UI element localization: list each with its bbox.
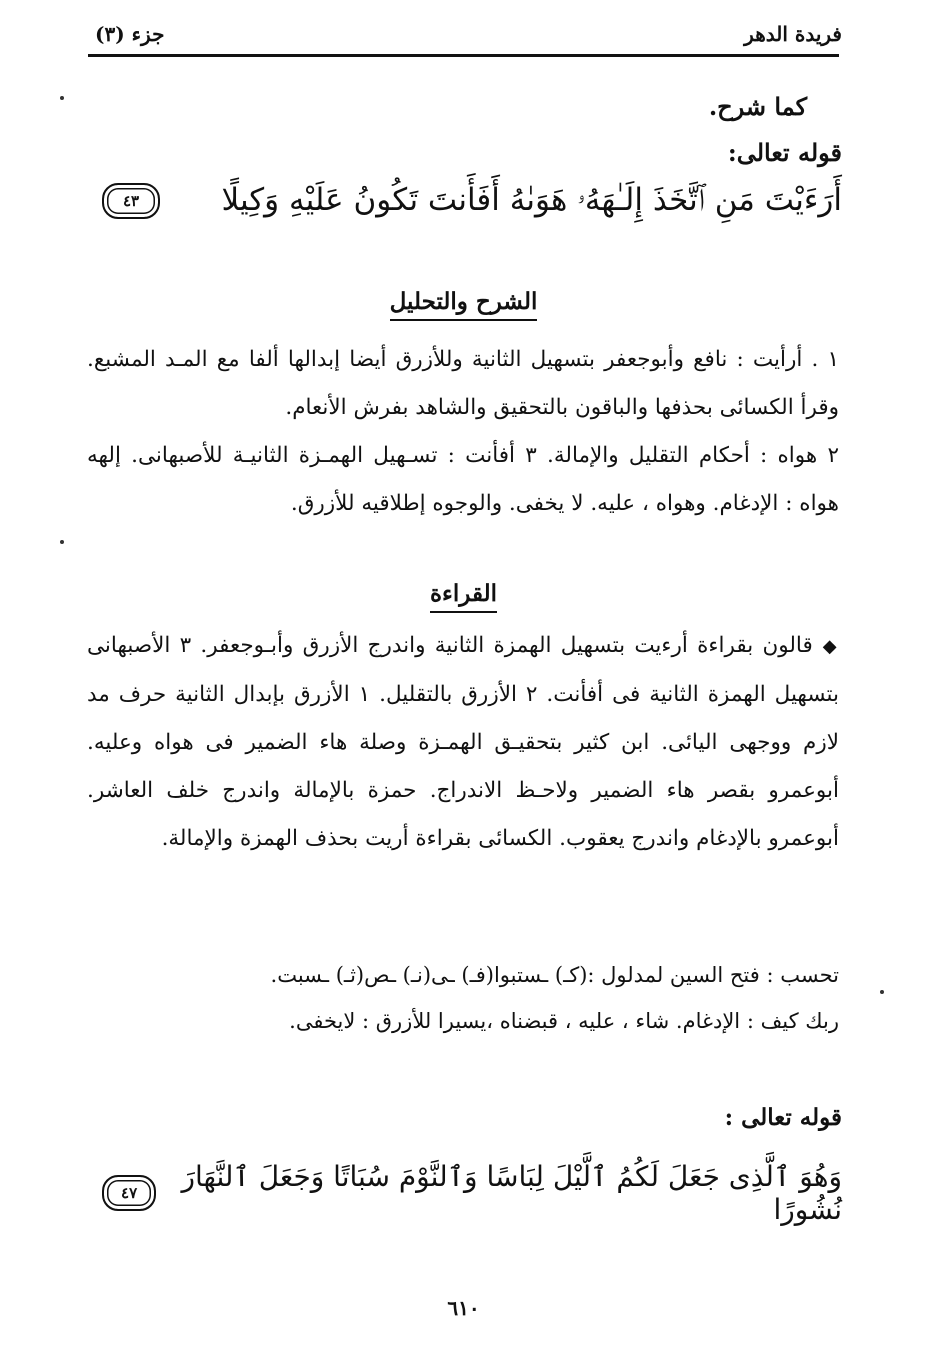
sharh-paragraph-2: ٢ هواه : أحكام التقليل والإمالة. ٣ أفأنت : تسـهيل الهمـزة الثانيـة للأصبهانى. إلهه هواه : الإدغام. وهواه ، عليه. لا يخفى. والوجوه إطلاقيه للأزرق. (87, 443, 839, 516)
qawluhu-heading-1: قوله تعالى: (727, 138, 842, 167)
scan-speck (60, 96, 64, 100)
scan-speck (880, 990, 884, 994)
notes-block (87, 952, 839, 1044)
part-label: جزء (٣) (95, 22, 165, 46)
bullet-diamond-icon: ◆ (822, 636, 839, 657)
page-number: ٦١٠ (447, 1296, 480, 1320)
note-line: تحسب : فتح السين لمدلول :(كـ) ـستبوا(فـ) ـى(نـ) ـص(ثـ) ـسبت. (270, 963, 839, 987)
verse-43-line (102, 182, 842, 219)
intro-line: كما شرح. (708, 92, 807, 121)
section-title-sharh: الشرح والتحليل (390, 288, 538, 321)
sharh-body (87, 336, 839, 528)
verse-47-text: وَهُوَ ٱلَّذِى جَعَلَ لَكُمُ ٱلَّيْلَ لِبَاسًا وَٱلنَّوْمَ سُبَاتًا وَجَعَلَ ٱلنَّهَارَ نُشُورًا (181, 1160, 842, 1226)
qiraa-heading-wrap (0, 580, 927, 607)
ayah-number-marker: ٤٣ (102, 183, 160, 219)
ayah-number-marker: ٤٧ (102, 1175, 156, 1211)
book-title: فريدة الدهر (744, 22, 842, 46)
sharh-heading-wrap (0, 288, 927, 315)
qiraa-body (87, 622, 839, 863)
qawluhu-heading-2: قوله تعالى : (724, 1104, 842, 1131)
scan-speck (60, 540, 64, 544)
header-rule (88, 54, 839, 57)
qiraa-text: قالون بقراءة أرءيت بتسهيل الهمزة الثانية واندرج الأزرق وأبـوجعفر. ٣ الأصبهانى بتسهيل الهمزة الثانية فى أفأنت. ٢ الأزرق بالتقليل. ١ الأزرق بإبدال الثانية حرف مد لازم ووجهى اليائى. ابن كثير بتحقيـق الهمـزة وصلة هاء الضمير فى هواه وعليه. أبوعمرو بقصر هاء الضمير ولاحـظ الاندراج. حمزة بالإمالة واندرج خلف العاشر. أبوعمرو بالإدغام واندرج يعقوب. الكسائى بقراءة أريت بحذف الهمزة والإمالة. (87, 633, 839, 851)
section-title-qiraa: القراءة (430, 580, 497, 613)
note-line: ربك كيف : الإدغام. شاء ، عليه ، قبضناه ،يسيرا للأزرق : لايخفى. (289, 1009, 839, 1033)
sharh-paragraph-1: ١ . أرأيت : نافع وأبوجعفر بتسهيل الثانية وللأزرق أيضا إبدالها ألفا مع المـد المشبع. وقرأ الكسائى بحذفها والباقون بالتحقيق والشاهد بفرش الأنعام. (87, 347, 839, 420)
verse-47-line (102, 1160, 842, 1226)
verse-43-text: أَرَءَيْتَ مَنِ ٱتَّخَذَ إِلَـٰهَهُۥ هَوَىٰهُ أَفَأَنتَ تَكُونُ عَلَيْهِ وَكِيلًا (221, 182, 842, 218)
